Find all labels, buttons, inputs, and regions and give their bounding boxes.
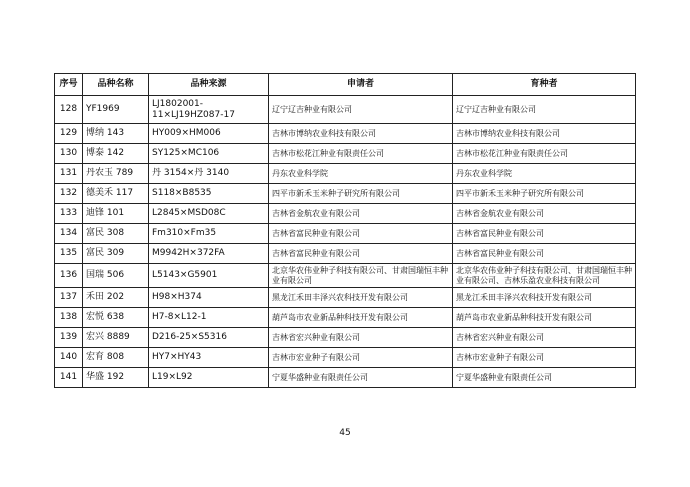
cell-applicant: 吉林市博纳农业科技有限公司 [269,124,453,144]
cell-applicant: 吉林省金航农业有限公司 [269,204,453,224]
table-row [55,224,636,244]
cell-variety-name: 富民 308 [83,224,149,244]
cell-breeder: 吉林省宏兴种业有限公司 [453,328,636,348]
cell-variety-name: 博泰 142 [83,144,149,164]
cell-variety-source: H7-8×L12-1 [149,308,269,328]
cell-breeder: 吉林省富民种业有限公司 [453,224,636,244]
cell-serial-number: 140 [55,348,83,368]
table-row [55,368,636,388]
cell-variety-source: L5143×G5901 [149,264,269,288]
cell-variety-name: 宏育 808 [83,348,149,368]
cell-variety-name: YF1969 [83,96,149,124]
cell-serial-number: 135 [55,244,83,264]
header-variety-source: 品种来源 [149,74,269,96]
table-row [55,204,636,224]
cell-variety-source: L2845×MSD08C [149,204,269,224]
header-breeder: 育种者 [453,74,636,96]
cell-applicant: 吉林市松花江种业有限责任公司 [269,144,453,164]
cell-variety-source: L19×L92 [149,368,269,388]
cell-variety-source: LJ1802001-11×LJ19HZ087-17 [149,96,269,124]
cell-applicant: 北京华农伟业种子科技有限公司、甘肃国瑞恒丰种业有限公司 [269,264,453,288]
cell-breeder: 北京华农伟业种子科技有限公司、甘肃国瑞恒丰种业有限公司、吉林乐盈农业科技有限公司 [453,264,636,288]
cell-breeder: 丹东农业科学院 [453,164,636,184]
table-row [55,164,636,184]
table-row [55,96,636,124]
table-body [55,96,636,388]
cell-variety-name: 丹农玉 789 [83,164,149,184]
cell-variety-source: D216-25×S5316 [149,328,269,348]
cell-applicant: 吉林省富民种业有限公司 [269,244,453,264]
table-row [55,244,636,264]
cell-breeder: 葫芦岛市农业新品种科技开发有限公司 [453,308,636,328]
cell-breeder: 吉林省金航农业有限公司 [453,204,636,224]
cell-serial-number: 129 [55,124,83,144]
cell-variety-name: 宏悦 638 [83,308,149,328]
cell-serial-number: 132 [55,184,83,204]
cell-variety-name: 迪锋 101 [83,204,149,224]
cell-applicant: 吉林省富民种业有限公司 [269,224,453,244]
table-row [55,124,636,144]
table-row [55,328,636,348]
page-number: 45 [339,428,351,438]
table-row [55,288,636,308]
cell-variety-source: H98×H374 [149,288,269,308]
cell-variety-name: 德美禾 117 [83,184,149,204]
cell-applicant: 丹东农业科学院 [269,164,453,184]
cell-variety-source: SY125×MC106 [149,144,269,164]
cell-serial-number: 134 [55,224,83,244]
cell-applicant: 葫芦岛市农业新品种科技开发有限公司 [269,308,453,328]
cell-serial-number: 128 [55,96,83,124]
cell-breeder: 吉林市宏业种子有限公司 [453,348,636,368]
cell-breeder: 吉林市松花江种业有限责任公司 [453,144,636,164]
cell-serial-number: 130 [55,144,83,164]
cell-breeder: 吉林市博纳农业科技有限公司 [453,124,636,144]
cell-serial-number: 136 [55,264,83,288]
table-row [55,348,636,368]
cell-variety-source: 丹 3154×丹 3140 [149,164,269,184]
cell-variety-source: HY009×HM006 [149,124,269,144]
header-serial-number: 序号 [55,74,83,96]
header-applicant: 申请者 [269,74,453,96]
table-header-row [55,74,636,96]
cell-applicant: 吉林省宏兴种业有限公司 [269,328,453,348]
cell-serial-number: 137 [55,288,83,308]
cell-breeder: 黑龙江禾田丰泽兴农科技开发有限公司 [453,288,636,308]
cell-breeder: 辽宁辽吉种业有限公司 [453,96,636,124]
cell-serial-number: 139 [55,328,83,348]
cell-applicant: 吉林市宏业种子有限公司 [269,348,453,368]
cell-variety-source: S118×B8535 [149,184,269,204]
cell-applicant: 宁夏华盛种业有限责任公司 [269,368,453,388]
table-row [55,264,636,288]
cell-serial-number: 131 [55,164,83,184]
cell-serial-number: 138 [55,308,83,328]
cell-serial-number: 133 [55,204,83,224]
cell-variety-name: 富民 309 [83,244,149,264]
variety-table [54,73,636,388]
cell-variety-source: Fm310×Fm35 [149,224,269,244]
cell-applicant: 辽宁辽吉种业有限公司 [269,96,453,124]
cell-applicant: 四平市新禾玉米种子研究所有限公司 [269,184,453,204]
cell-breeder: 宁夏华盛种业有限责任公司 [453,368,636,388]
cell-variety-source: M9942H×372FA [149,244,269,264]
cell-serial-number: 141 [55,368,83,388]
cell-variety-name: 国瑞 506 [83,264,149,288]
cell-variety-name: 华盛 192 [83,368,149,388]
cell-variety-name: 宏兴 8889 [83,328,149,348]
cell-variety-name: 禾田 202 [83,288,149,308]
cell-breeder: 吉林省富民种业有限公司 [453,244,636,264]
cell-applicant: 黑龙江禾田丰泽兴农科技开发有限公司 [269,288,453,308]
header-variety-name: 品种名称 [83,74,149,96]
table-row [55,144,636,164]
table-row [55,308,636,328]
cell-breeder: 四平市新禾玉米种子研究所有限公司 [453,184,636,204]
cell-variety-name: 博纳 143 [83,124,149,144]
cell-variety-source: HY7×HY43 [149,348,269,368]
table-row [55,184,636,204]
